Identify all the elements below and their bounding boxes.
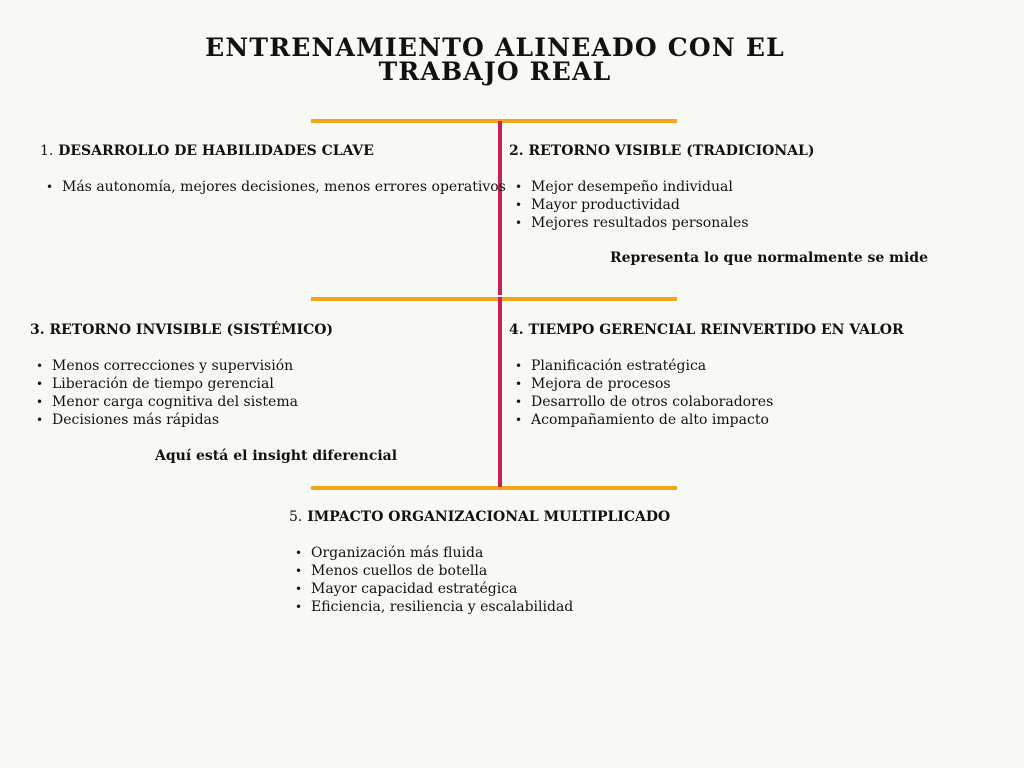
section-3-note: Aquí está el insight diferencial	[155, 448, 398, 464]
divider-horizontal-middle	[311, 297, 677, 301]
section-1	[40, 142, 506, 196]
section-2-heading	[509, 142, 814, 160]
divider-vertical-bottom	[498, 297, 502, 487]
list-item: • Mayor productividad	[509, 196, 814, 214]
diagram-title: ENTRENAMIENTO ALINEADO CON EL TRABAJO REAL	[205, 33, 785, 86]
section-3-heading	[30, 321, 333, 339]
section-4	[509, 321, 904, 429]
section-1-number: 1.	[40, 143, 54, 159]
divider-horizontal-bottom	[311, 486, 677, 490]
section-4-title: 4. TIEMPO GERENCIAL REINVERTIDO EN VALOR	[509, 322, 904, 338]
section-5-heading	[289, 508, 670, 526]
list-item: • Mejora de procesos	[509, 375, 904, 393]
section-5	[289, 508, 670, 616]
list-item: • Acompañamiento de alto impacto	[509, 411, 904, 429]
list-item: • Planificación estratégica	[509, 357, 904, 375]
section-3-title: 3. RETORNO INVISIBLE (SISTÉMICO)	[30, 322, 334, 338]
list-item: • Organización más fluida	[289, 544, 670, 562]
section-5-number: 5.	[289, 509, 303, 525]
list-item: • Menos correcciones y supervisión	[30, 357, 333, 375]
list-item: • Menor carga cognitiva del sistema	[30, 393, 333, 411]
section-5-list	[289, 544, 670, 616]
section-2-title: 2. RETORNO VISIBLE (TRADICIONAL)	[509, 143, 815, 159]
section-4-heading	[509, 321, 904, 339]
section-3	[30, 321, 333, 429]
list-item: • Liberación de tiempo gerencial	[30, 375, 333, 393]
section-1-heading	[40, 142, 506, 160]
section-2-list	[509, 178, 814, 232]
list-item: • Decisiones más rápidas	[30, 411, 333, 429]
section-3-list	[30, 357, 333, 429]
divider-horizontal-top	[311, 119, 677, 123]
list-item: • Eficiencia, resiliencia y escalabilidad	[289, 598, 670, 616]
section-1-title: DESARROLLO DE HABILIDADES CLAVE	[58, 143, 374, 159]
section-1-list	[40, 178, 506, 196]
list-item: • Menos cuellos de botella	[289, 562, 670, 580]
section-5-title: IMPACTO ORGANIZACIONAL MULTIPLICADO	[307, 509, 671, 525]
section-2-note: Representa lo que normalmente se mide	[610, 250, 929, 266]
section-2	[509, 142, 814, 232]
list-item: • Más autonomía, mejores decisiones, menos errores operativos	[40, 178, 506, 196]
list-item: • Mejor desempeño individual	[509, 178, 814, 196]
list-item: • Mayor capacidad estratégica	[289, 580, 670, 598]
list-item: • Mejores resultados personales	[509, 214, 814, 232]
section-4-list	[509, 357, 904, 429]
list-item: • Desarrollo de otros colaboradores	[509, 393, 904, 411]
